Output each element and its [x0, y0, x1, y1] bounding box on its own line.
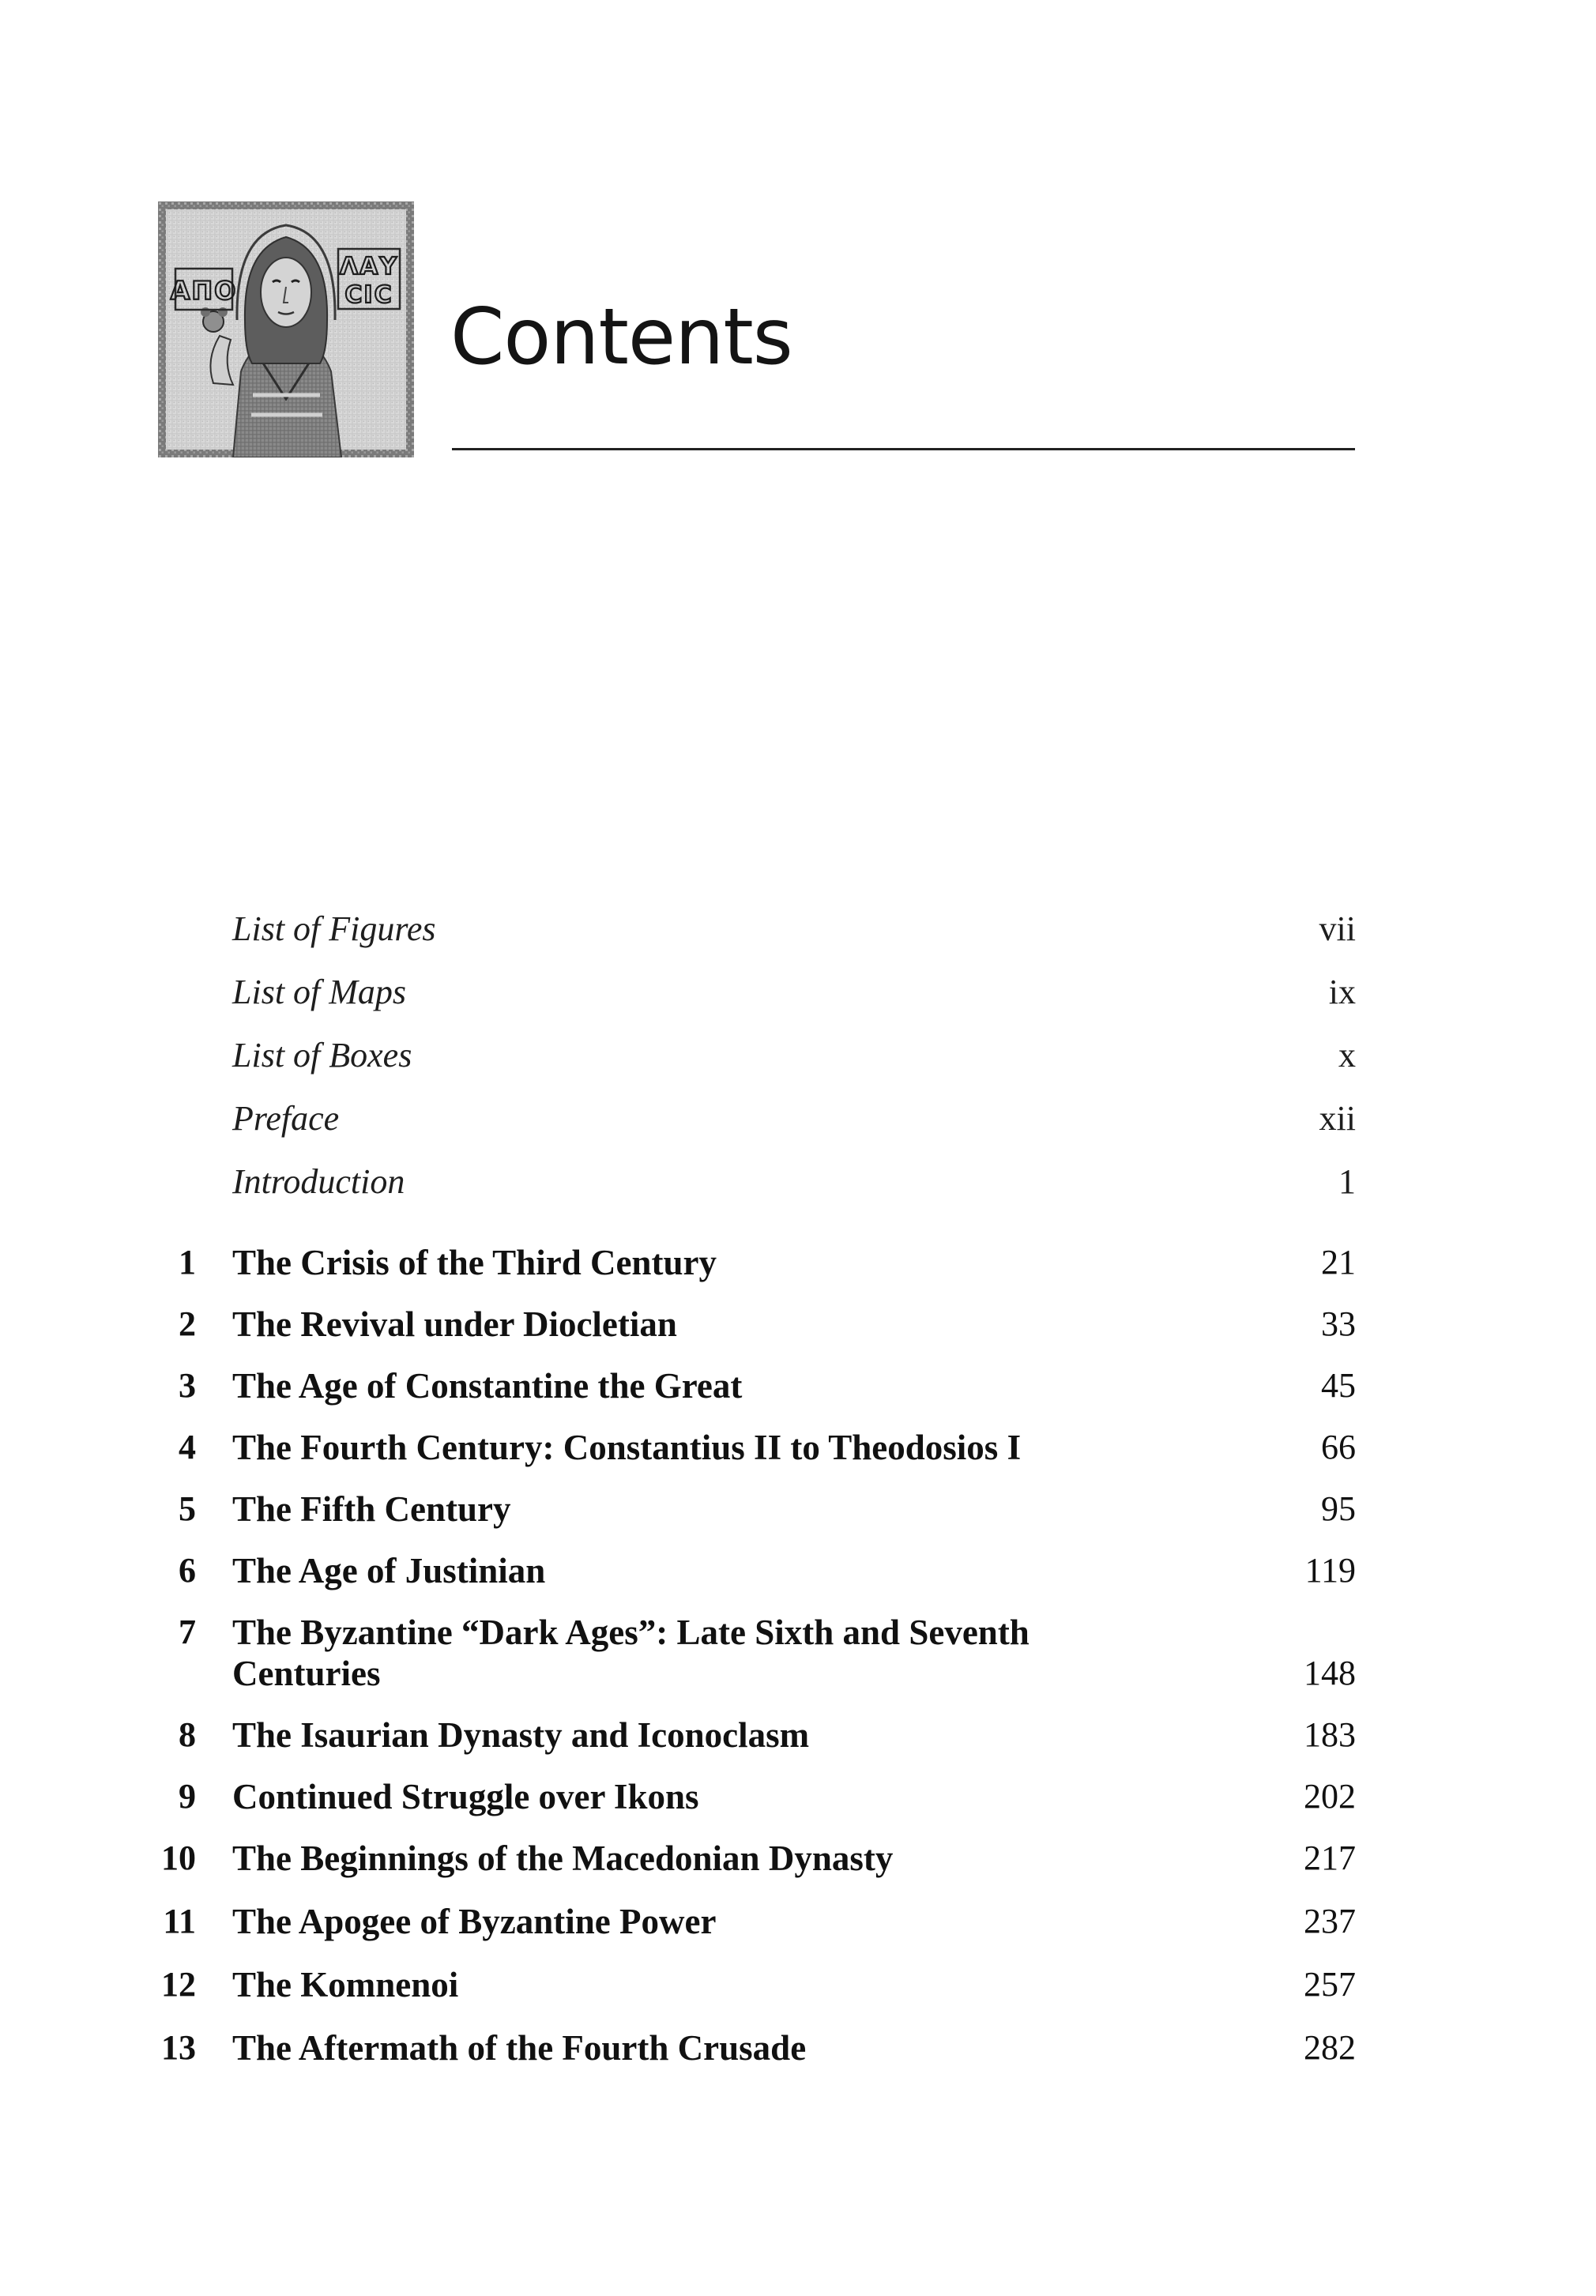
chapter-page: 33 — [1321, 1304, 1356, 1343]
front-matter-item[interactable] — [0, 1160, 1596, 1204]
chapter-number: 12 — [161, 1965, 196, 2004]
chapter-title: The Aftermath of the Fourth Crusade — [232, 2028, 807, 2068]
front-matter-title: List of Figures — [232, 909, 436, 948]
chapter-page: 66 — [1321, 1428, 1356, 1466]
front-matter-item[interactable] — [0, 1097, 1596, 1141]
front-matter-page: ix — [1328, 973, 1356, 1011]
front-matter-title: Preface — [232, 1099, 340, 1138]
chapter-number: 8 — [179, 1715, 196, 1754]
chapter-number: 9 — [179, 1777, 196, 1816]
front-matter-page: vii — [1319, 909, 1356, 948]
front-matter-item[interactable] — [0, 970, 1596, 1014]
mosaic-left-text: ΑΠΟ — [170, 276, 238, 306]
chapter-page: 202 — [1304, 1777, 1356, 1816]
chapter-number: 7 — [179, 1613, 196, 1651]
chapter-title: The Age of Justinian — [232, 1551, 546, 1590]
chapter-number: 5 — [179, 1489, 196, 1528]
front-matter-page: x — [1338, 1036, 1356, 1075]
chapter-title: The Fifth Century — [232, 1489, 511, 1529]
mosaic-right-text-2: CIC — [344, 281, 393, 309]
chapter-page: 282 — [1304, 2028, 1356, 2067]
chapter-page: 183 — [1304, 1715, 1356, 1754]
front-matter-title: Introduction — [232, 1162, 405, 1201]
chapter-number: 6 — [179, 1551, 196, 1590]
chapter-page: 119 — [1304, 1551, 1356, 1590]
chapter-title: The Beginnings of the Macedonian Dynasty — [232, 1839, 894, 1878]
chapter-number: 1 — [179, 1243, 196, 1282]
chapter-title: The Komnenoi — [232, 1965, 459, 2004]
front-matter-title: List of Boxes — [232, 1036, 412, 1075]
chapter-page: 45 — [1321, 1366, 1356, 1405]
chapter-number: 13 — [161, 2028, 196, 2067]
chapter-page: 257 — [1304, 1965, 1356, 2004]
chapter-title: The Apogee of Byzantine Power — [232, 1902, 717, 1941]
chapter-number: 2 — [179, 1304, 196, 1343]
page-title: Contents — [450, 292, 792, 382]
chapter-page: 148 — [1304, 1654, 1356, 1692]
front-matter-page: xii — [1319, 1099, 1356, 1138]
front-matter-item[interactable] — [0, 1033, 1596, 1078]
front-matter-title: List of Maps — [232, 973, 407, 1011]
chapter-title: The Isaurian Dynasty and Iconoclasm — [232, 1715, 810, 1755]
front-matter-item[interactable] — [0, 907, 1596, 951]
chapter-title: The Fourth Century: Constantius II to Theodosios I — [232, 1428, 1022, 1467]
chapter-title: Continued Struggle over Ikons — [232, 1777, 699, 1816]
chapter-title: The Age of Constantine the Great — [232, 1366, 743, 1406]
front-matter-page: 1 — [1338, 1162, 1356, 1201]
chapter-number: 3 — [179, 1366, 196, 1405]
chapter-page: 217 — [1304, 1839, 1356, 1877]
chapter-page: 95 — [1321, 1489, 1356, 1528]
mosaic-right-text-1: ΛΑΥ — [339, 253, 399, 280]
chapter-title: The Crisis of the Third Century — [232, 1243, 717, 1282]
chapter-page: 237 — [1304, 1902, 1356, 1940]
chapter-number: 11 — [163, 1902, 196, 1940]
chapter-title: The Byzantine “Dark Ages”: Late Sixth and Seventh Centuries — [232, 1613, 1029, 1693]
chapter-page: 21 — [1321, 1243, 1356, 1282]
chapter-number: 10 — [161, 1839, 196, 1877]
chapter-title: The Revival under Diocletian — [232, 1304, 677, 1344]
chapter-number: 4 — [179, 1428, 196, 1466]
